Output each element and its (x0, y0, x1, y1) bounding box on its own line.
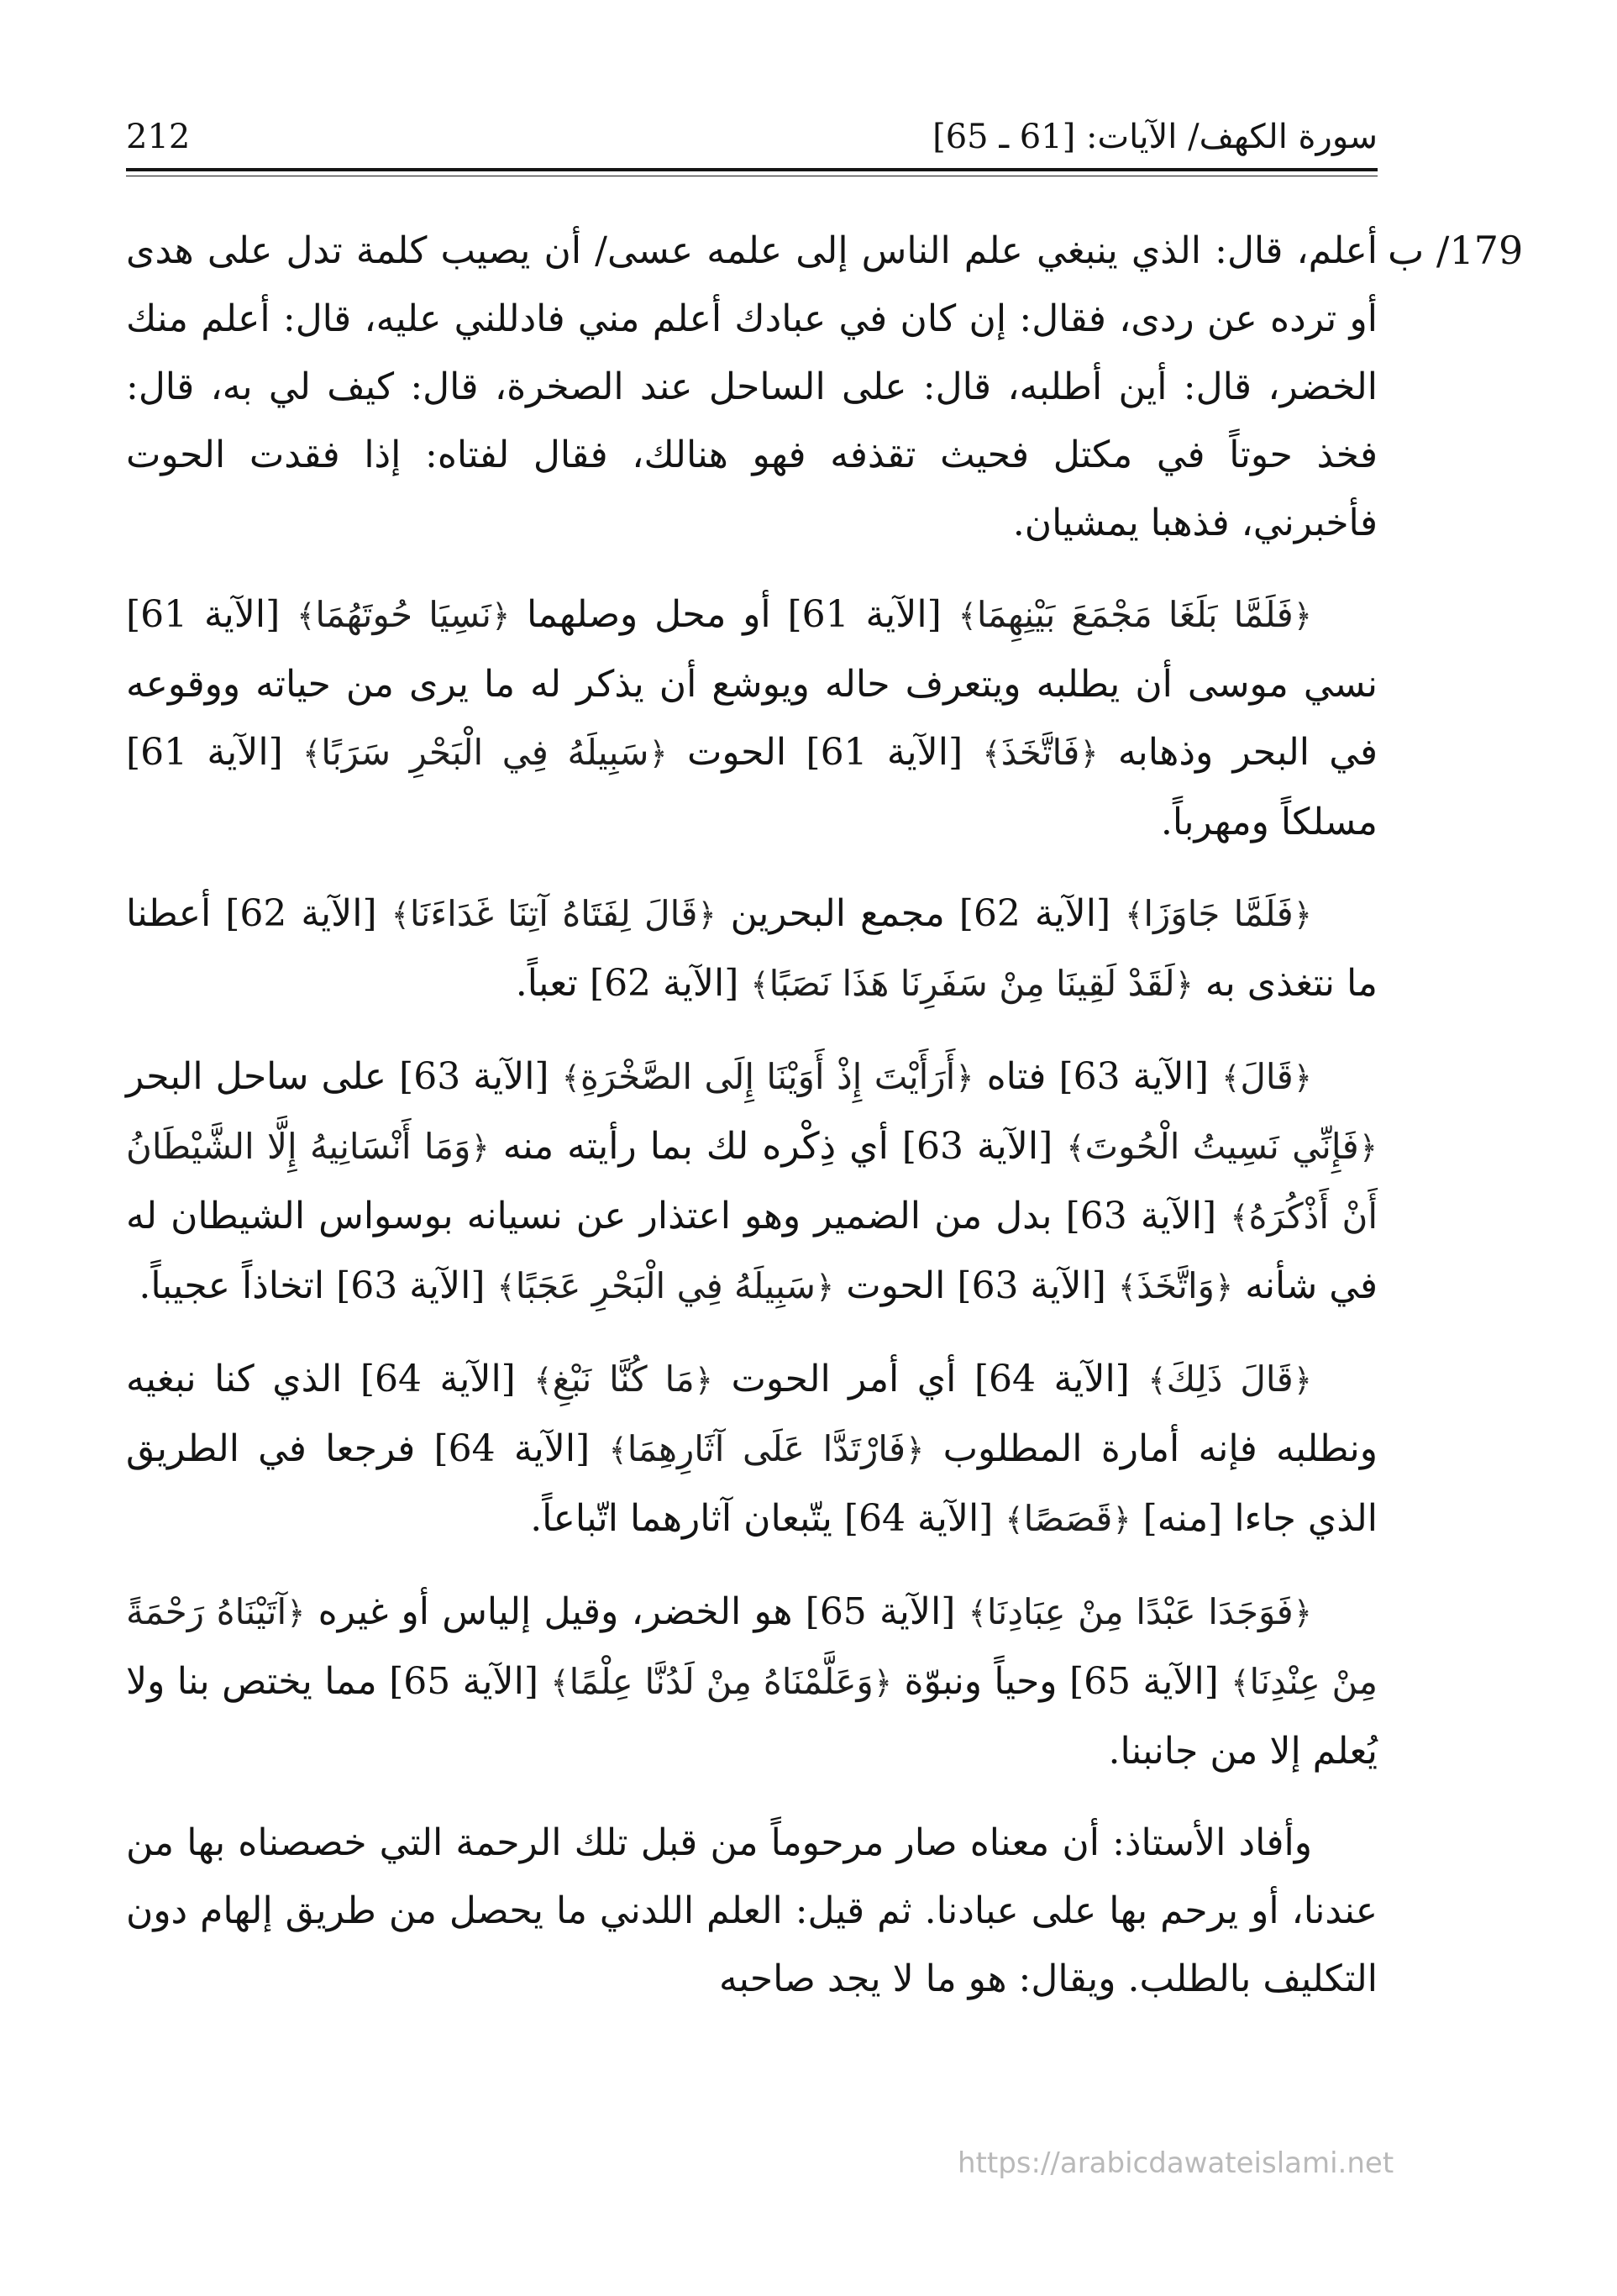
paragraph (126, 880, 1378, 1019)
paragraph (126, 1345, 1378, 1554)
commentary-text: [الآية 62] تعباً. (515, 962, 751, 1005)
quran-text: لَقَدْ لَقِينَا مِنْ سَفَرِنَا هَذَا نَصَبًا (769, 963, 1175, 1004)
quran-close-bracket-icon: ﴾ (608, 1432, 627, 1468)
body-text (126, 217, 1378, 2013)
watermark-url: https://arabicdawateislami.net (958, 2146, 1394, 2180)
quran-open-bracket-icon: ﴿ (815, 1269, 835, 1306)
quran-close-bracket-icon: ﴾ (982, 735, 1001, 772)
quran-text: مَا كُنَّا نَبْغِ (552, 1358, 695, 1400)
commentary-text: [الآية 64] يتّبعان آثارهما اتّباعاً. (530, 1497, 1005, 1540)
quran-text: فَارْتَدَّا عَلَى آثَارِهِمَا (627, 1428, 906, 1469)
quran-quote (550, 1660, 892, 1703)
commentary-text: [الآية 62] مجمع البحرين (716, 892, 1126, 935)
quran-quote (958, 593, 1312, 636)
quran-close-bracket-icon: ﴾ (750, 966, 769, 1003)
quran-open-bracket-icon: ﴿ (1174, 966, 1194, 1003)
commentary-text: وأفاد الأستاذ: أن معناه صار مرحوماً من قبل تلك الرحمة التي خصصناه بها من عندنا، أو يرحم بها على عبادنا. ثم قيل: العلم اللدني ما يحصل من طريق إلهام دون التكليف بالطلب. ويقال: هو ما لا يجد صاحبه (126, 1821, 1378, 2000)
quran-text: وَاتَّخَذَ (1137, 1265, 1215, 1306)
quran-close-bracket-icon: ﴾ (1117, 1269, 1137, 1306)
quran-text: نَسِيَا حُوتَهُمَا (315, 594, 491, 635)
commentary-text: [الآية 65] مما يختص بنا ولا يُعلم إلا من جانبنا. (126, 1660, 1378, 1773)
quran-text: قَالَ ذَلِكَ (1166, 1358, 1294, 1400)
quran-quote (391, 892, 717, 935)
quran-close-bracket-icon: ﴾ (1221, 1059, 1241, 1096)
quran-open-bracket-icon: ﴿ (286, 1595, 306, 1631)
quran-close-bracket-icon: ﴾ (1230, 1199, 1249, 1236)
quran-quote (302, 731, 668, 774)
commentary-text: [الآية 63] أي ذِكْره لك بما رأيته منه (489, 1125, 1067, 1168)
quran-close-bracket-icon: ﴾ (968, 1595, 987, 1631)
quran-close-bracket-icon: ﴾ (1066, 1129, 1085, 1166)
quran-quote (982, 731, 1098, 774)
quran-text: سَبِيلَهُ فِي الْبَحْرِ عَجَبًا (515, 1265, 816, 1306)
quran-open-bracket-icon: ﴿ (1079, 735, 1099, 772)
quran-quote (1066, 1125, 1378, 1168)
quran-open-bracket-icon: ﴿ (694, 1362, 714, 1399)
margin-folio-reference: 179/ ب (1388, 228, 1524, 273)
quran-open-bracket-icon: ﴿ (1293, 1059, 1312, 1096)
quran-close-bracket-icon: ﴾ (1125, 896, 1144, 933)
quran-open-bracket-icon: ﴿ (1214, 1269, 1234, 1306)
quran-open-bracket-icon: ﴿ (470, 1129, 490, 1166)
commentary-text: [الآية 63] الحوت (834, 1264, 1118, 1307)
quran-text: قَالَ لِفَتَاهُ آتِنَا غَدَاءَنَا (409, 893, 698, 934)
quran-close-bracket-icon: ﴾ (533, 1362, 553, 1399)
page-number: 212 (126, 118, 191, 156)
quran-text: قَصَصًا (1023, 1498, 1113, 1539)
quran-quote (969, 1590, 1312, 1633)
header-rule (126, 168, 1378, 171)
commentary-text: [الآية 62] أعطنا ما نتغذى به (126, 892, 1378, 1005)
commentary-text: [الآية 65] وحياً ونبوّة (892, 1660, 1231, 1703)
quran-text: قَالَ (1240, 1056, 1294, 1097)
quran-open-bracket-icon: ﴿ (1293, 597, 1313, 634)
quran-text: فَوَجَدَا عَبْدًا مِنْ عِبَادِنَا (986, 1591, 1294, 1632)
quran-open-bracket-icon: ﴿ (1112, 1501, 1131, 1538)
quran-open-bracket-icon: ﴿ (906, 1432, 925, 1468)
quran-quote (1005, 1497, 1131, 1540)
quran-quote (562, 1055, 974, 1098)
quran-open-bracket-icon: ﴿ (873, 1664, 893, 1701)
quran-open-bracket-icon: ﴿ (1358, 1129, 1378, 1166)
quran-text: وَعَلَّمْنَاهُ مِنْ لَدُنَّا عِلْمًا (569, 1661, 874, 1702)
quran-quote (1125, 892, 1312, 935)
quran-close-bracket-icon: ﴾ (1231, 1664, 1250, 1701)
quran-quote (533, 1358, 713, 1400)
quran-quote (1118, 1264, 1233, 1307)
commentary-text: [الآية 61] مسلكاً ومهرباً. (126, 731, 1378, 843)
quran-quote (608, 1427, 924, 1470)
quran-open-bracket-icon: ﴿ (1293, 1362, 1313, 1399)
quran-quote (297, 593, 510, 636)
quran-close-bracket-icon: ﴾ (550, 1664, 570, 1701)
quran-text: فَلَمَّا جَاوَزَا (1143, 893, 1294, 934)
commentary-text: [الآية 61] نسي موسى أن يطلبه ويتعرف حاله ويوشع أن يذكر له ما يرى من حياته ووقوعه في البحر وذهابه (126, 593, 1378, 774)
paragraph (126, 217, 1378, 557)
commentary-text: [الآية 64] فرجعا في الطريق الذي جاءا [منه] (126, 1427, 1378, 1540)
quran-open-bracket-icon: ﴿ (1293, 1595, 1312, 1631)
commentary-text: [الآية 63] اتخاذاً عجيباً. (139, 1264, 497, 1307)
commentary-text: [الآية 63] فتاه (974, 1055, 1222, 1098)
commentary-text: [الآية 65] هو الخضر، وقيل إلياس أو غيره (305, 1590, 969, 1633)
commentary-text: [الآية 64] أي أمر الحوت (713, 1358, 1148, 1400)
quran-open-bracket-icon: ﴿ (648, 735, 668, 772)
quran-open-bracket-icon: ﴿ (491, 597, 511, 634)
quran-text: فَاتَّخَذَ (1000, 732, 1080, 773)
quran-close-bracket-icon: ﴾ (561, 1059, 580, 1096)
quran-quote (1147, 1358, 1312, 1400)
quran-text: وَمَا أَنْسَانِيهُ إِلَّا الشَّيْطَانُ أَنْ أَذْكُرَهُ (126, 1126, 1378, 1237)
running-header (126, 116, 1378, 175)
paragraph (126, 581, 1378, 856)
quran-text: فَإِنِّي نَسِيتُ الْحُوتَ (1084, 1126, 1359, 1167)
paragraph (126, 1043, 1378, 1321)
commentary-text: [الآية 63] على ساحل البحر (126, 1055, 562, 1098)
quran-quote (497, 1264, 835, 1307)
quran-close-bracket-icon: ﴾ (958, 597, 977, 634)
commentary-text: أعلم، قال: الذي ينبغي علم الناس إلى علمه عسى/ أن يصيب كلمة تدل على هدى أو ترده عن ردى، فقال: إن كان في عبادك أعلم مني فادللني عليه، قال: أعلم منك الخضر، قال: أين أطلبه، قال: على الساحل عند الصخرة، قال: كيف لي به، قال: فخذ حوتاً في مكتل فحيث تقذفه فهو هنالك، فقال لفتاه: إذا فقدت الحوت فأخبرني، فذهبا يمشيان. (126, 229, 1378, 544)
paragraph (126, 1578, 1378, 1785)
paragraph (126, 1809, 1378, 2013)
quran-close-bracket-icon: ﴾ (391, 896, 410, 933)
quran-open-bracket-icon: ﴿ (697, 896, 717, 933)
quran-text: أَرَأَيْتَ إِذْ أَوَيْنَا إِلَى الصَّخْرَةِ (580, 1056, 956, 1097)
quran-open-bracket-icon: ﴿ (1293, 896, 1313, 933)
commentary-text: [الآية 61] أو محل وصلهما (510, 593, 958, 636)
quran-close-bracket-icon: ﴾ (496, 1269, 516, 1306)
quran-close-bracket-icon: ﴾ (1005, 1501, 1024, 1538)
quran-close-bracket-icon: ﴾ (297, 597, 316, 634)
commentary-text: [الآية 63] بدل من الضمير وهو اعتذار عن نسيانه بوسواس الشيطان له في شأنه (126, 1195, 1378, 1307)
quran-text: آتَيْنَاهُ رَحْمَةً مِنْ عِنْدِنَا (126, 1591, 1378, 1702)
commentary-text: [الآية 64] الذي كنا نبغيه ونطلبه فإنه أمارة المطلوب (126, 1358, 1378, 1470)
quran-close-bracket-icon: ﴾ (302, 735, 322, 772)
quran-text: سَبِيلَهُ فِي الْبَحْرِ سَرَبًا (321, 732, 649, 773)
running-title: سورة الكهف/ الآيات: [61 ـ 65] (932, 118, 1378, 156)
quran-quote (750, 962, 1194, 1005)
quran-open-bracket-icon: ﴿ (955, 1059, 974, 1096)
quran-text: فَلَمَّا بَلَغَا مَجْمَعَ بَيْنِهِمَا (976, 594, 1294, 635)
commentary-text: [الآية 61] الحوت (667, 731, 983, 774)
quran-close-bracket-icon: ﴾ (1147, 1362, 1167, 1399)
quran-quote (1221, 1055, 1312, 1098)
